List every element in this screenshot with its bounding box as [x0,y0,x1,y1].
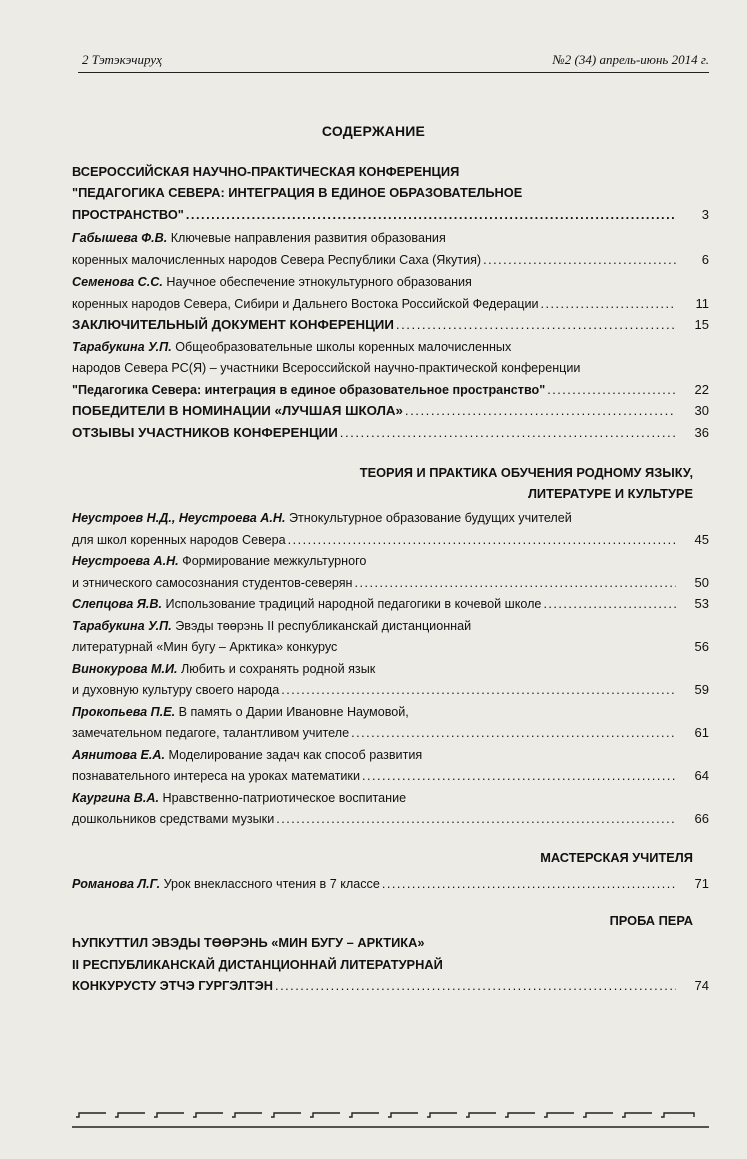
leader-dots [276,809,676,829]
leader-dots [351,723,676,743]
toc-entry-line [72,337,709,357]
page-number: 45 [694,532,709,547]
author-name: Романова Л.Г. [72,877,161,891]
page-number: 11 [695,296,709,311]
leader-dots [186,205,676,225]
toc-entry-line [72,788,709,808]
article-title: Урок внеклассного чтения в 7 классе [160,877,380,891]
leader-dots [362,766,676,786]
toc-entry-line [72,551,709,571]
article-title: дошкольников средствами музыки [72,812,275,826]
toc-entry-line [72,702,709,722]
page-number: 64 [694,768,709,783]
toc-entry-text: ОТЗЫВЫ УЧАСТНИКОВ КОНФЕРЕНЦИИ [72,425,338,440]
page-number: 71 [694,876,709,891]
toc-entry-contest-line-2: II РЕСПУБЛИКАНСКАЙ ДИСТАНЦИОННАЙ ЛИТЕРАТУРНАЙ [72,957,443,972]
leader-dots [405,401,676,421]
article-title: В память о Дарии Ивановне Наумовой, [175,705,409,719]
leader-dots [541,294,676,314]
article-title: Моделирование задач как способ развития [164,748,423,762]
author-name: Тарабукина У.П. [72,619,172,633]
toc-entry-line [72,272,709,292]
leader-dots [543,594,676,614]
toc-entry-line [72,508,709,528]
toc-entry-line [72,659,709,679]
toc-entry-line [72,228,709,248]
author-name: Неустроева А.Н. [72,554,179,568]
article-title: и этнического самосознания студентов-северян [72,576,353,590]
author-name: Неустроев Н.Д., Неустроева А.Н. [72,511,286,525]
toc-entry-line[interactable] [72,809,709,829]
toc-entry-contest-line-1: ҺУПКУТТИЛ ЭВЭДЫ ТӨӨРЭНЬ «МИН БУГУ – АРКТИКА» [72,935,425,950]
section-heading: ПРОБА ПЕРА [609,913,693,928]
toc-entry-text: ЗАКЛЮЧИТЕЛЬНЫЙ ДОКУМЕНТ КОНФЕРЕНЦИИ [72,317,394,332]
leader-dots [281,680,676,700]
toc-entry-line[interactable] [72,294,709,314]
toc-entry-conference-line-1: ВСЕРОССИЙСКАЯ НАУЧНО-ПРАКТИЧЕСКАЯ КОНФЕРЕНЦИЯ [72,164,460,179]
page-number: 3 [701,207,709,222]
toc-entry-conference-line-3[interactable] [72,205,709,225]
article-title: коренных народов Севера, Сибири и Дальнего Востока Российской Федерации [72,297,539,311]
page-number: 66 [694,811,709,826]
leader-dots [547,380,676,400]
article-title: Этнокультурное образование будущих учителей [285,511,572,525]
article-title: Формирование межкультурного [178,554,367,568]
toc-entry-winners[interactable] [72,401,709,421]
ornament-path [76,1113,694,1117]
article-title: Эвэды төөрэнь II республиканскай дистанционнай [171,619,472,633]
toc-entry-feedback[interactable] [72,423,709,443]
page-number: 53 [694,596,709,611]
article-title: Любить и сохранять родной язык [177,662,376,676]
leader-dots [396,315,676,335]
page-number: 22 [694,382,709,397]
page-number: 61 [694,725,709,740]
toc-entry-final-document[interactable] [72,315,709,335]
article-title: и духовную культуру своего народа [72,683,280,697]
toc-entry-line[interactable] [72,766,709,786]
section-heading: ЛИТЕРАТУРЕ И КУЛЬТУРЕ [527,486,693,501]
article-title: Научное обеспечение этнокультурного образования [162,275,472,289]
article-title: литературнай «Мин бугу – Арктика» конкурус [72,640,338,654]
running-header [78,50,709,73]
toc-entry-line [72,745,709,765]
toc-entry-line: народов Севера РС(Я) – участники Всероссийской научно-практической конференции [72,361,581,375]
page-number: 36 [694,425,709,440]
article-title: для школ коренных народов Севера [72,533,286,547]
toc-entry-conference-line-2: "ПЕДАГОГИКА СЕВЕРА: ИНТЕГРАЦИЯ В ЕДИНОЕ ОБРАЗОВАТЕЛЬНОЕ [72,185,523,200]
toc-entry-line [72,616,709,636]
author-name: Каургина В.А. [72,791,159,805]
article-title: "Педагогика Севера: интеграция в единое образовательное пространство" [72,383,546,397]
toc-entry-line[interactable] [72,530,709,550]
toc-entry-text [72,874,380,894]
page-number: 6 [701,252,709,267]
section-heading: МАСТЕРСКАЯ УЧИТЕЛЯ [540,850,693,865]
page-number: 74 [694,978,709,993]
toc-entry-line[interactable] [72,637,709,657]
author-name: Аянитова Е.А. [72,748,165,762]
article-title: Общеобразовательные школы коренных малочисленных [171,340,512,354]
leader-dots [382,874,676,894]
leader-dots [354,573,676,593]
toc-entry-line[interactable] [72,723,709,743]
leader-dots [483,250,676,270]
toc-entry-text: КОНКУРУСТУ ЭТЧЭ ГУРГЭЛТЭН [72,978,274,993]
toc-entry-line[interactable] [72,680,709,700]
leader-dots [275,976,676,996]
toc-entry-text [72,594,541,614]
toc-entry-line[interactable] [72,380,709,400]
article-title: познавательного интереса на уроках математики [72,769,360,783]
toc-entry-line[interactable] [72,250,709,270]
article-title: Ключевые направления развития образования [167,231,446,245]
article-title: Нравственно-патриотическое воспитание [159,791,407,805]
toc-entry-line[interactable] [72,573,709,593]
leader-dots [340,423,676,443]
page-title: СОДЕРЖАНИЕ [321,123,426,139]
journal-page-label: 2 Тэтэкэчируҳ [82,52,162,67]
article-title: коренных малочисленных народов Севера Республики Саха (Якутия) [72,253,482,267]
page-number: 30 [694,403,709,418]
author-name: Семенова С.С. [72,275,163,289]
toc-entry-line[interactable] [72,874,709,894]
article-title: замечательном педагоге, талантливом учителе [72,726,350,740]
toc-entry-text: ПРОСТРАНСТВО" [72,207,184,222]
author-name: Тарабукина У.П. [72,340,172,354]
footer-ornament [72,1095,709,1135]
issue-label: №2 (34) апрель-июнь 2014 г. [552,52,709,67]
author-name: Слепцова Я.В. [72,597,163,611]
toc-entry-line[interactable] [72,594,709,614]
author-name: Прокопьева П.Е. [72,705,176,719]
page-number: 56 [694,639,709,654]
toc-entry-text: ПОБЕДИТЕЛИ В НОМИНАЦИИ «ЛУЧШАЯ ШКОЛА» [72,403,403,418]
author-name: Габышева Ф.В. [72,231,168,245]
page-number: 59 [694,682,709,697]
page-number: 15 [694,317,709,332]
article-title: Использование традиций народной педагогики в кочевой школе [162,597,542,611]
author-name: Винокурова М.И. [72,662,178,676]
section-heading: ТЕОРИЯ И ПРАКТИКА ОБУЧЕНИЯ РОДНОМУ ЯЗЫКУ, [359,465,693,480]
page-number: 50 [694,575,709,590]
toc-entry-contest-line-3[interactable] [72,976,709,996]
leader-dots [288,530,676,550]
